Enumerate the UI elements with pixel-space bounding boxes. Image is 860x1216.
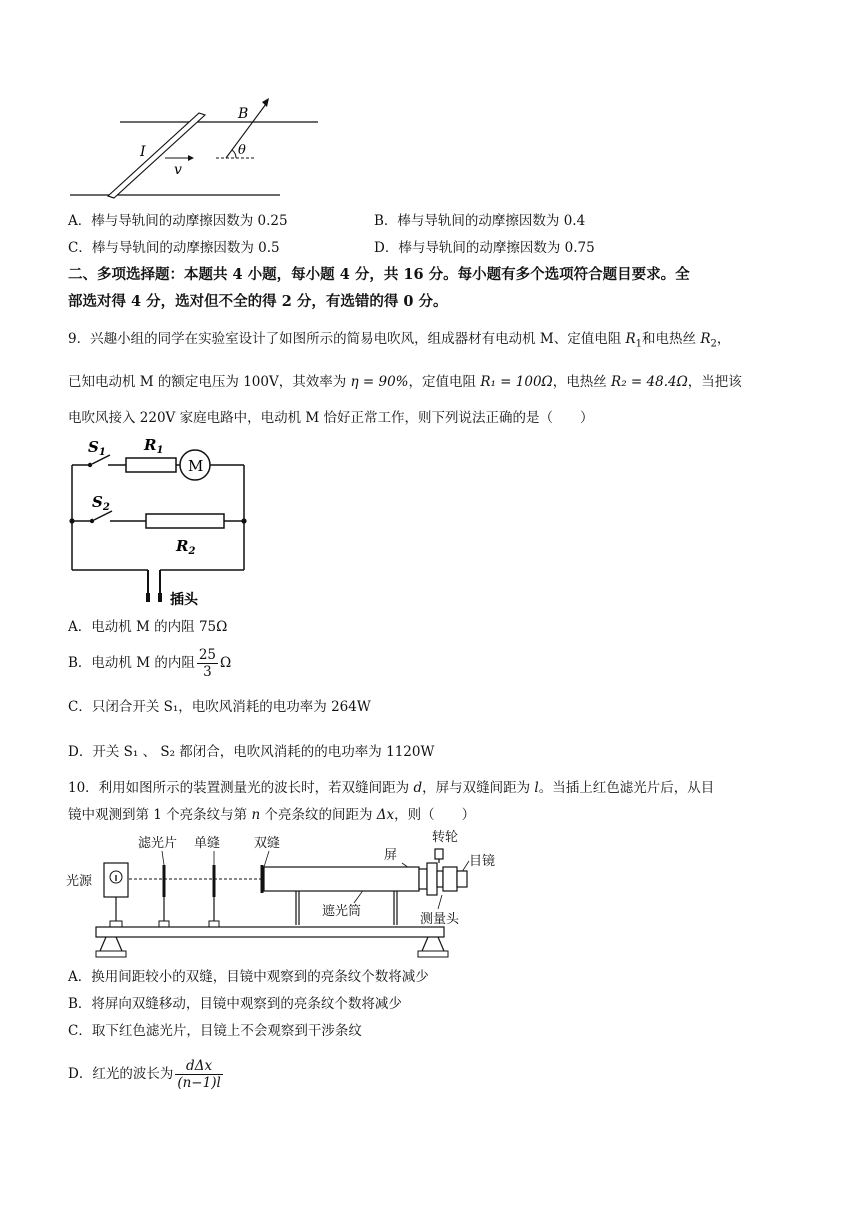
q10-option-d: D．红光的波长为 $\frac{\text{dΔx}}{(n-1)l}$ [68, 1058, 221, 1091]
r2-symbol: R [700, 331, 711, 347]
label-single-slit: 单缝 [194, 836, 221, 851]
q10-option-a: A．换用间距较小的双缝，目镜中观察到的亮条纹个数将减少 [68, 969, 429, 985]
eta-value: η = 90% [350, 374, 409, 390]
q9-stem-line2: 已知电动机 M 的额定电压为 100V，其效率为 η = 90%，定值电阻 R₁ = 100Ω，电热丝 R₂ = 48.4Ω，当把该 [68, 374, 742, 390]
label-wheel: 转轮 [432, 830, 459, 845]
label-I: I [140, 144, 146, 160]
label-eyepiece: 目镜 [469, 854, 496, 869]
q9-option-b: B．电动机 M 的内阻 $\frac{25}{3}$ Ω [68, 647, 232, 680]
label-v: v [174, 162, 182, 178]
q10-stem-line2: 镜中观测到第 1 个亮条纹与第 n 个亮条纹的间距为 Δx，则（ ） [68, 807, 476, 823]
q8-option-d: D．棒与导轨间的动摩擦因数为 0.75 [374, 240, 595, 256]
label-screen: 屏 [384, 848, 398, 863]
q8-option-a: A．棒与导轨间的动摩擦因数为 0.25 [68, 213, 288, 229]
label-head: 测量头 [420, 912, 460, 927]
q10-stem-line1: 10．利用如图所示的装置测量光的波长时，若双缝间距为 d，屏与双缝间距为 l。当插上红色滤光片后，从目 [68, 780, 715, 796]
circuit-diagram [66, 430, 256, 610]
q9-option-a: A．电动机 M 的内阻 75Ω [68, 619, 228, 635]
plug-label: 插头 [170, 592, 198, 608]
section-2-heading-line2: 部选对得 4 分，选对但不全的得 2 分，有选错的得 0 分。 [68, 293, 448, 310]
r2-label: $R_2$ [176, 537, 196, 557]
label-B: B [238, 106, 249, 122]
q10-option-b: B．将屏向双缝移动，目镜中观察到的亮条纹个数将减少 [68, 996, 402, 1012]
label-tube: 遮光筒 [322, 904, 362, 919]
double-slit-apparatus [64, 825, 514, 965]
r1-label: $R_1$ [144, 436, 164, 456]
fraction-25-3: $\frac{25}{3}$ [198, 647, 217, 680]
label-double-slit: 双缝 [254, 836, 281, 851]
r1-symbol: R [625, 331, 636, 347]
q9-option-c: C．只闭合开关 S₁，电吹风消耗的电功率为 264W [68, 699, 371, 715]
q8-option-b: B．棒与导轨间的动摩擦因数为 0.4 [374, 213, 586, 229]
label-light-source: 光源 [66, 874, 93, 889]
q9-option-d: D．开关 S₁ 、 S₂ 都闭合，电吹风消耗的的电功率为 1120W [68, 744, 435, 760]
section-2-heading-line1: 二、多项选择题：本题共 4 小题，每小题 4 分，共 16 分。每小题有多个选项符合题目要求。全 [68, 266, 690, 283]
q8-option-c: C．棒与导轨间的动摩擦因数为 0.5 [68, 240, 280, 256]
s1-label: $S_1$ [88, 438, 106, 458]
wavelength-fraction: $\frac{\text{dΔx}}{(n-1)l}$ [177, 1058, 221, 1091]
motor-label: M [188, 457, 204, 475]
rail-figure [60, 96, 330, 206]
q9-stem-line3: 电吹风接入 220V 家庭电路中，电动机 M 恰好正常工作，则下列说法正确的是（ ） [68, 410, 594, 426]
s2-label: $S_2$ [92, 493, 110, 513]
label-theta: θ [238, 143, 246, 158]
r1-value: R₁ = 100Ω [480, 374, 553, 390]
q10-option-c: C．取下红色滤光片，目镜上不会观察到干涉条纹 [68, 1023, 362, 1039]
q9-stem-line1: 9．兴趣小组的同学在实验室设计了如图所示的简易电吹风，组成器材有电动机 M、定值电阻 $R_1$和电热丝 $R_2$， [68, 331, 731, 350]
label-filter: 滤光片 [138, 836, 178, 851]
r2-value: R₂ = 48.4Ω [611, 374, 688, 390]
